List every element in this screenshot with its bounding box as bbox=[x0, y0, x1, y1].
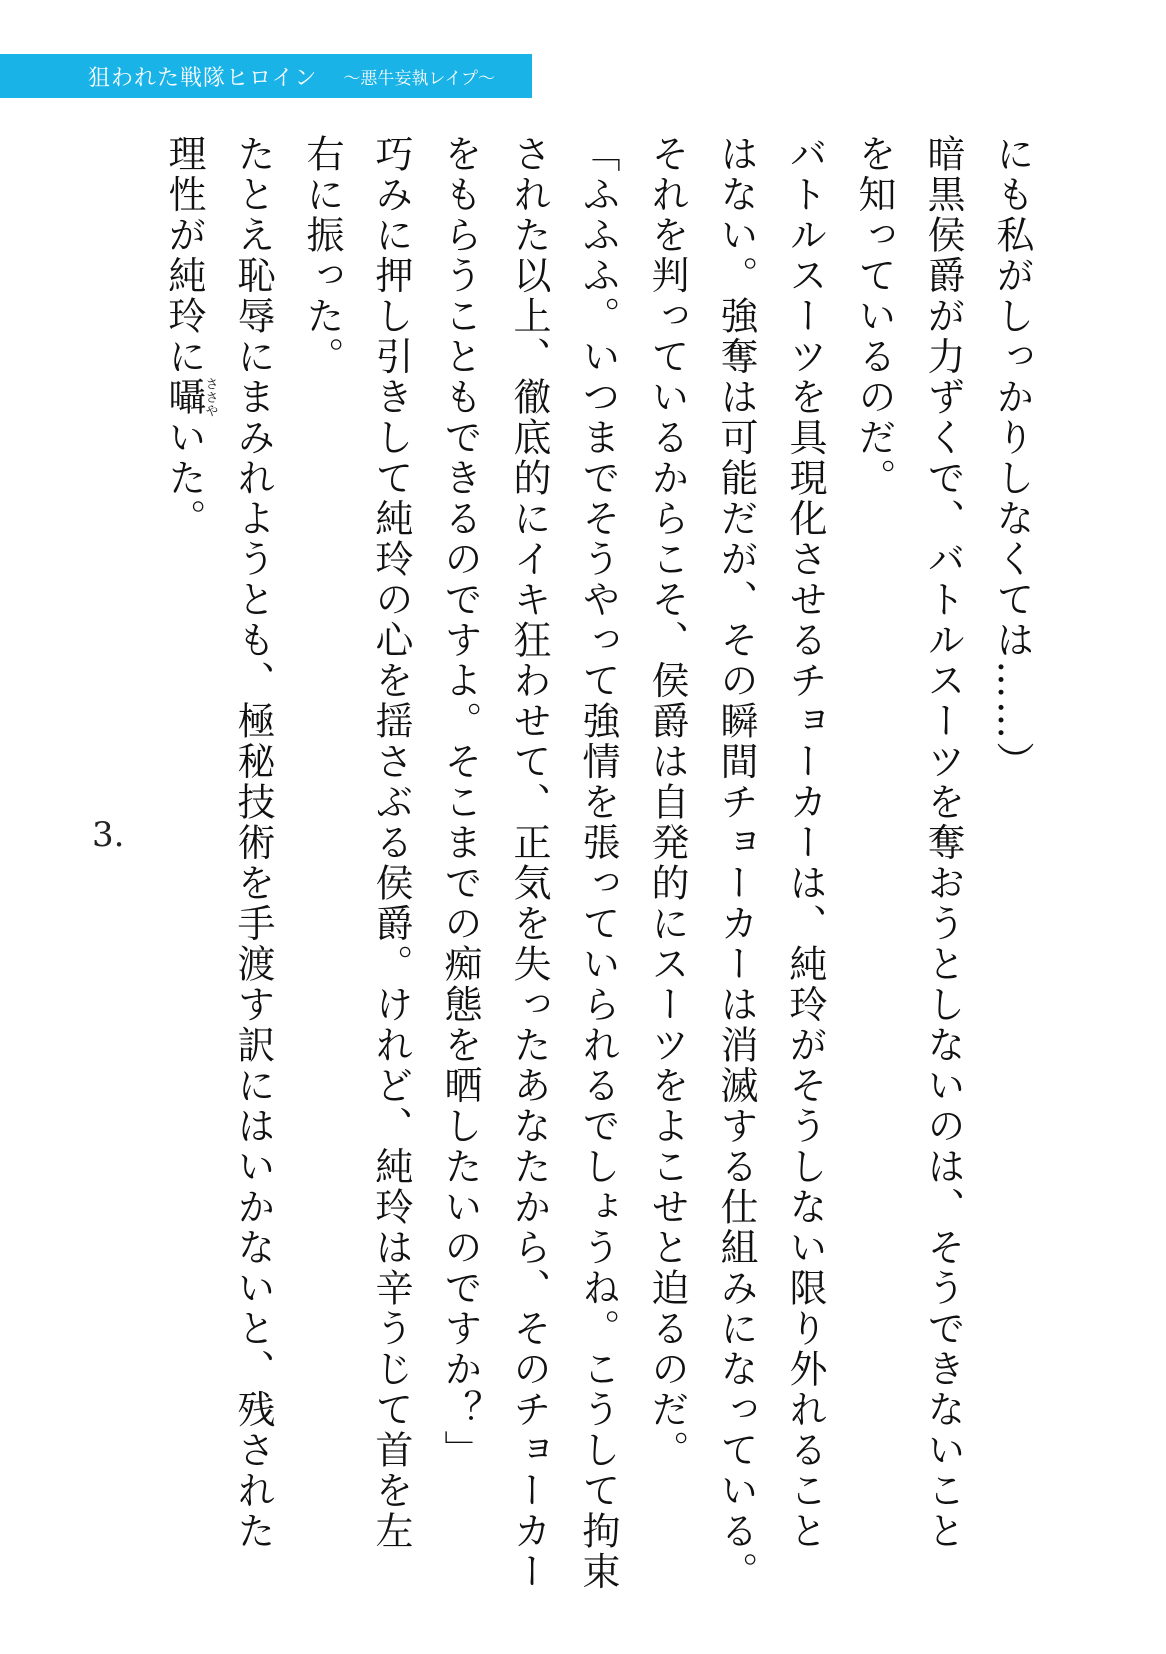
text-line-13 bbox=[149, 134, 218, 1564]
text-line-13-before: 理性が純玲に bbox=[162, 134, 206, 377]
text-line-6: それを判っているからこそ、侯爵は自発的にスーツをよこせと迫るのだ。 bbox=[645, 134, 689, 1471]
text-line-7: 「ふふふ。いつまでそうやって強情を張っていられるでしょうね。こうして拘束 bbox=[576, 134, 620, 1592]
text-line-4: バトルスーツを具現化させるチョーカーは、純玲がそうしない限り外れること bbox=[783, 134, 827, 1552]
text-line-9: をもらうこともできるのですよ。そこまでの痴態を晒したいのですか？」 bbox=[438, 134, 482, 1471]
text-line-8: された以上、徹底的にイキ狂わせて、正気を失ったあなたから、そのチョーカー bbox=[507, 134, 551, 1592]
text-line-3: を知っているのだ。 bbox=[852, 134, 896, 499]
ruby-reading: ささや bbox=[202, 377, 218, 418]
header-bar bbox=[0, 54, 532, 98]
text-line-1: にも私がしっかりしなくては……） bbox=[990, 134, 1034, 782]
ruby-word bbox=[162, 377, 218, 418]
book-subtitle: 〜悪牛妄執レイプ〜 bbox=[343, 68, 495, 89]
text-line-10: 巧みに押し引きして純玲の心を揺さぶる侯爵。けれど、純玲は辛うじて首を左 bbox=[369, 134, 413, 1552]
book-title: 狙われた戦隊ヒロイン bbox=[88, 65, 318, 91]
page-number: 3. bbox=[92, 815, 125, 855]
text-line-11: 右に振った。 bbox=[300, 134, 344, 377]
text-line-2: 暗黒侯爵が力ずくで、バトルスーツを奪おうとしないのは、そうできないこと bbox=[921, 134, 965, 1552]
text-line-5: はない。強奪は可能だが、その瞬間チョーカーは消滅する仕組みになっている。 bbox=[714, 134, 758, 1592]
text-line-13-after: いた。 bbox=[162, 417, 206, 539]
ruby-base: 囁 bbox=[162, 377, 206, 418]
body-text bbox=[149, 134, 1046, 1592]
text-line-12: たとえ恥辱にまみれようとも、極秘技術を手渡す訳にはいかないと、残された bbox=[231, 134, 275, 1552]
